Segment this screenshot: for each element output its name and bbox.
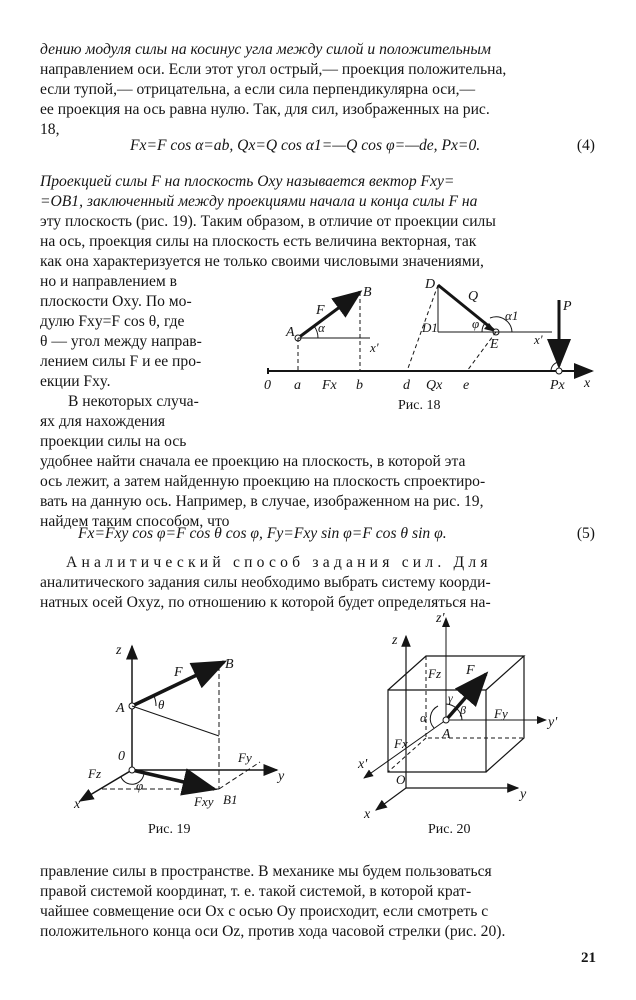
force-fxy-arrow — [132, 770, 214, 789]
formula-number: (4) — [576, 137, 595, 154]
text-line: =OB1, заключенный между проекциями начала и конца силы F на — [40, 193, 478, 210]
label-q: Q — [468, 289, 479, 304]
text-line: как она характеризуется не только своими числовыми значениями, — [40, 253, 484, 270]
label-x-prime: x' — [358, 757, 368, 772]
label-fz: Fz — [88, 766, 101, 781]
text-line: лением силы F и ее про- — [40, 353, 202, 370]
text-line: найдем таким способом, что — [40, 513, 230, 530]
label-point-a: A — [116, 701, 125, 716]
label-fx: Fx — [322, 378, 337, 393]
label-x: x — [584, 376, 591, 391]
text-line: если тупой,— отрицательна, а если сила перпендикулярна оси,— — [40, 81, 476, 98]
label-x: x — [74, 797, 81, 812]
text-line: чайшее совмещение оси Ox с осью Oy происходит, если смотреть с — [40, 903, 489, 920]
label-b: b — [356, 378, 363, 393]
text-line: проекции силы на ось — [40, 433, 187, 450]
label-point-d1: D1 — [422, 320, 438, 335]
section-heading-line: Аналитический способ задания сил. Для — [66, 554, 492, 571]
text-line: эту плоскость (рис. 19). Таким образом, в отличие от проекции силы — [40, 213, 496, 230]
text-line: удобнее найти сначала ее проекцию на плоскость, в которой эта — [40, 453, 466, 470]
label-d: d — [403, 378, 410, 393]
label-x: x — [364, 807, 371, 822]
label-o: 0 — [118, 749, 125, 764]
label-point-b: B — [363, 285, 372, 300]
text-line: дению модуля силы на косинус угла между силой и положительным — [40, 41, 491, 58]
label-fy: Fy — [238, 750, 252, 765]
text-line: плоскости Oxy. По мо- — [40, 293, 192, 310]
text-line: 18, — [40, 121, 60, 138]
label-o: 0 — [264, 378, 271, 393]
text-line: В некоторых случа- — [68, 393, 199, 410]
figure-19 — [72, 636, 294, 816]
text-line: дулю Fxy=F cos θ, где — [40, 313, 185, 330]
label-f: F — [316, 303, 325, 318]
label-point-a: A — [442, 727, 451, 742]
text-line: но и направлением в — [40, 273, 178, 290]
x-axis — [376, 788, 406, 810]
label-fx: Fx — [394, 736, 408, 751]
cube-front — [388, 690, 486, 772]
text-line: ее проекция на ось равна нулю. Так, для сил, изображенных на рис. — [40, 101, 490, 118]
label-y: y — [278, 769, 285, 784]
label-fz: Fz — [428, 666, 441, 681]
label-alpha: α — [318, 320, 325, 335]
label-fxy: Fxy — [194, 794, 214, 809]
force-q-arrow — [438, 285, 496, 332]
text-line: положительного конца оси Oz, против хода часовой стрелки (рис. 20). — [40, 923, 506, 940]
label-point-a: A — [286, 325, 295, 340]
label-f: F — [174, 665, 183, 680]
label-x-prime-1: x' — [370, 340, 379, 355]
label-y-prime: y' — [548, 715, 558, 730]
force-f-arrow — [298, 292, 360, 338]
text-line: правой системой координат, т. е. такой системой, в которой крат- — [40, 883, 472, 900]
label-beta: β — [460, 703, 466, 717]
label-e: e — [463, 378, 470, 393]
label-f: F — [466, 663, 475, 678]
text-line: на ось, проекция силы на плоскость есть величина векторная, так — [40, 233, 477, 250]
text-line: екции Fxy. — [40, 373, 111, 390]
label-point-e: E — [490, 337, 499, 352]
label-phi: φ — [472, 316, 480, 331]
text-line: направлением оси. Если этот угол острый,— проекция положительна, — [40, 61, 507, 78]
label-z: z — [392, 633, 398, 648]
label-phi: φ — [136, 778, 144, 793]
text-line: вать на данную ось. Например, в случае, изображенном на рис. 19, — [40, 493, 484, 510]
label-z: z — [116, 643, 122, 658]
label-point-d: D — [425, 277, 436, 292]
label-point-b1: B1 — [223, 792, 238, 807]
label-fy: Fy — [494, 706, 508, 721]
label-px: Px — [550, 378, 565, 393]
point-o — [129, 767, 135, 773]
formula-text: Fx=F cos α=ab, Qx=Q cos α1=—Q cos φ=—de, Px=0. — [130, 137, 481, 154]
label-a: a — [294, 378, 301, 393]
label-alpha1: α1 — [505, 308, 519, 323]
formula-number: (5) — [576, 525, 595, 542]
text-line: ях для нахождения — [40, 413, 166, 430]
label-x-prime-2: x' — [534, 332, 543, 347]
page-number: 21 — [581, 950, 596, 966]
formula-text: Fx=Fxy cos φ=F cos θ cos φ, Fy=Fxy sin φ=F cos θ sin φ. — [78, 525, 447, 542]
label-o: O — [396, 772, 406, 787]
label-z-prime: z' — [436, 612, 445, 626]
label-qx: Qx — [426, 378, 443, 393]
text-line: натных осей Oxyz, по отношению к которой будет определяться на- — [40, 594, 491, 611]
label-y: y — [520, 787, 527, 802]
text-line: θ — угол между направ- — [40, 333, 202, 350]
label-gamma: γ — [448, 691, 453, 705]
text-line: аналитического задания силы необходимо выбрать систему коорди- — [40, 574, 491, 591]
figure-18-caption: Рис. 18 — [398, 398, 441, 413]
text-line: правление силы в пространстве. В механике мы будем пользоваться — [40, 863, 492, 880]
label-theta: θ — [158, 697, 165, 712]
figure-20 — [350, 612, 580, 822]
label-alpha: α — [420, 710, 427, 725]
label-p: P — [563, 299, 572, 314]
point-a — [443, 717, 449, 723]
figure-19-caption: Рис. 19 — [148, 822, 191, 837]
text-line: Проекцией силы F на плоскость Oxy называется вектор Fxy= — [40, 173, 455, 190]
text-line: ось лежит, а затем найденную проекцию на плоскость спроектиро- — [40, 473, 486, 490]
label-point-b: B — [225, 657, 234, 672]
figure-20-caption: Рис. 20 — [428, 822, 471, 837]
